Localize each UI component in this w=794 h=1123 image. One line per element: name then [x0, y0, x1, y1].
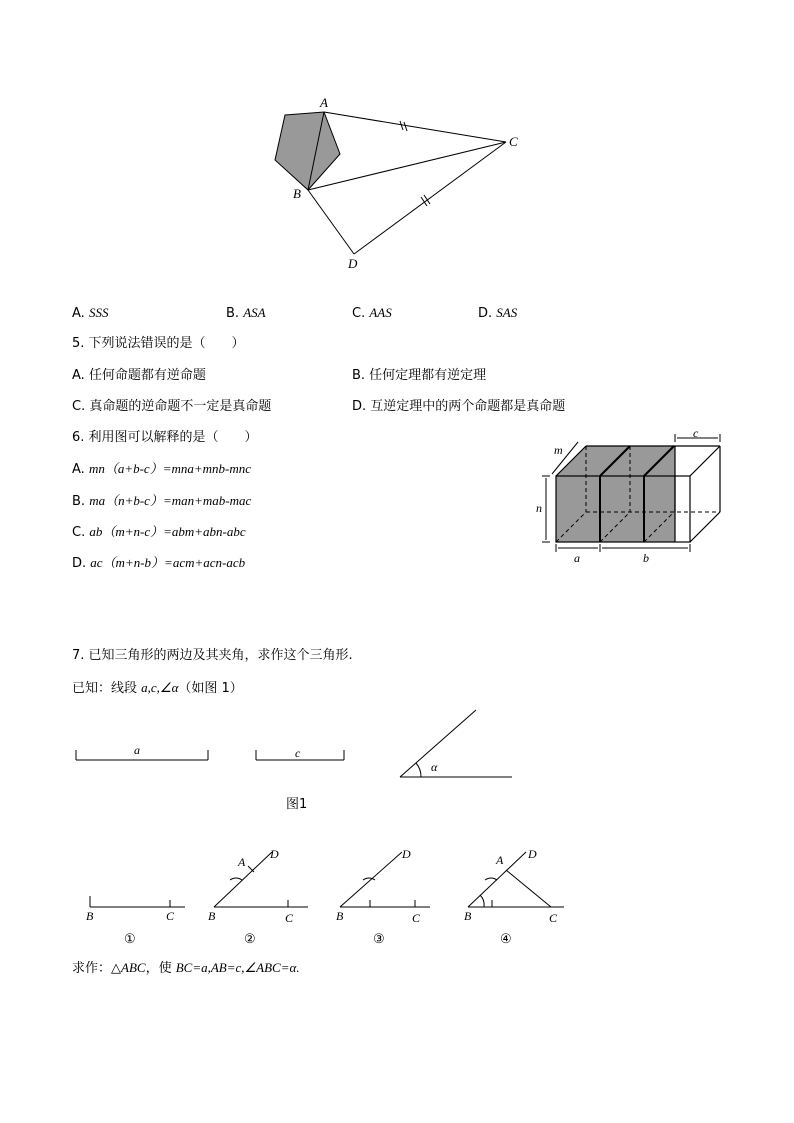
label-D: D — [348, 256, 358, 271]
q5-option-d: D. 互逆定理中的两个命题都是真命题 — [352, 399, 566, 414]
q7-given: 已知：线段 a,c,∠α（如图 1） — [72, 680, 243, 696]
seg-c-label: c — [295, 746, 301, 760]
angle-alpha-label: α — [431, 760, 438, 774]
step-4-label: ④ — [500, 931, 512, 946]
q6-option-b: B. ma（n+b-c）=man+mab-mac — [72, 493, 252, 509]
q6-option-a: A. mn（a+b-c）=mna+mnb-mnc — [72, 461, 252, 477]
step-3-label: ③ — [373, 931, 385, 946]
q5-option-b: B. 任何定理都有逆定理 — [352, 368, 487, 383]
q7-construction-steps — [80, 840, 580, 950]
q4-option-c: C. AAS — [352, 305, 392, 321]
shaded-front-face — [556, 476, 675, 542]
segment-BD — [308, 190, 354, 254]
step-1-label: ① — [124, 931, 136, 946]
shaded-pentagon — [275, 112, 340, 190]
q6-stem: 6. 利用图可以解释的是（ ） — [72, 430, 258, 445]
q4-option-a: A. SSS — [72, 305, 109, 321]
q4-option-d: D. SAS — [478, 305, 518, 321]
s4-D: D — [528, 847, 537, 861]
s4-A: A — [496, 853, 504, 867]
q7-task: 求作：△ABC，使 BC=a,AB=c,∠ABC=α. — [72, 960, 300, 976]
q5-option-c: C. 真命题的逆命题不一定是真命题 — [72, 399, 272, 414]
label-c: c — [693, 430, 699, 440]
q7-figure-1 — [70, 700, 520, 790]
s4-C: C — [549, 911, 558, 925]
q6-option-c: C. ab（m+n-c）=abm+abn-abc — [72, 524, 246, 540]
segment-AC — [324, 112, 506, 142]
label-B: B — [293, 186, 301, 201]
seg-a-label: a — [134, 743, 140, 757]
s1-C: C — [166, 909, 175, 923]
step-2-label: ② — [244, 931, 256, 946]
q4-figure — [260, 90, 540, 275]
label-b: b — [643, 551, 649, 565]
label-A: A — [320, 95, 328, 110]
s3-B: B — [336, 909, 344, 923]
label-n: n — [536, 501, 542, 515]
s1-B: B — [86, 909, 94, 923]
s3-C: C — [412, 911, 421, 925]
q5-option-a: A. 任何命题都有逆命题 — [72, 368, 206, 383]
segment-DC — [354, 142, 506, 254]
s3-D: D — [402, 847, 411, 861]
fig1-caption: 图1 — [286, 797, 308, 812]
q6-option-d: D. ac（m+n-b）=acm+acn-acb — [72, 555, 246, 571]
q5-stem: 5. 下列说法错误的是（ ） — [72, 336, 245, 351]
s2-A: A — [238, 855, 246, 869]
label-a: a — [574, 551, 580, 565]
s4-B: B — [464, 909, 472, 923]
label-C: C — [509, 134, 518, 149]
s2-D: D — [270, 847, 279, 861]
q7-stem: 7. 已知三角形的两边及其夹角，求作这个三角形. — [72, 648, 353, 663]
s2-B: B — [208, 909, 216, 923]
label-m: m — [554, 443, 563, 457]
tick-marks-DC — [421, 195, 430, 206]
q6-box-figure — [530, 430, 730, 570]
q4-option-b: B. ASA — [226, 305, 266, 321]
s2-C: C — [285, 911, 294, 925]
